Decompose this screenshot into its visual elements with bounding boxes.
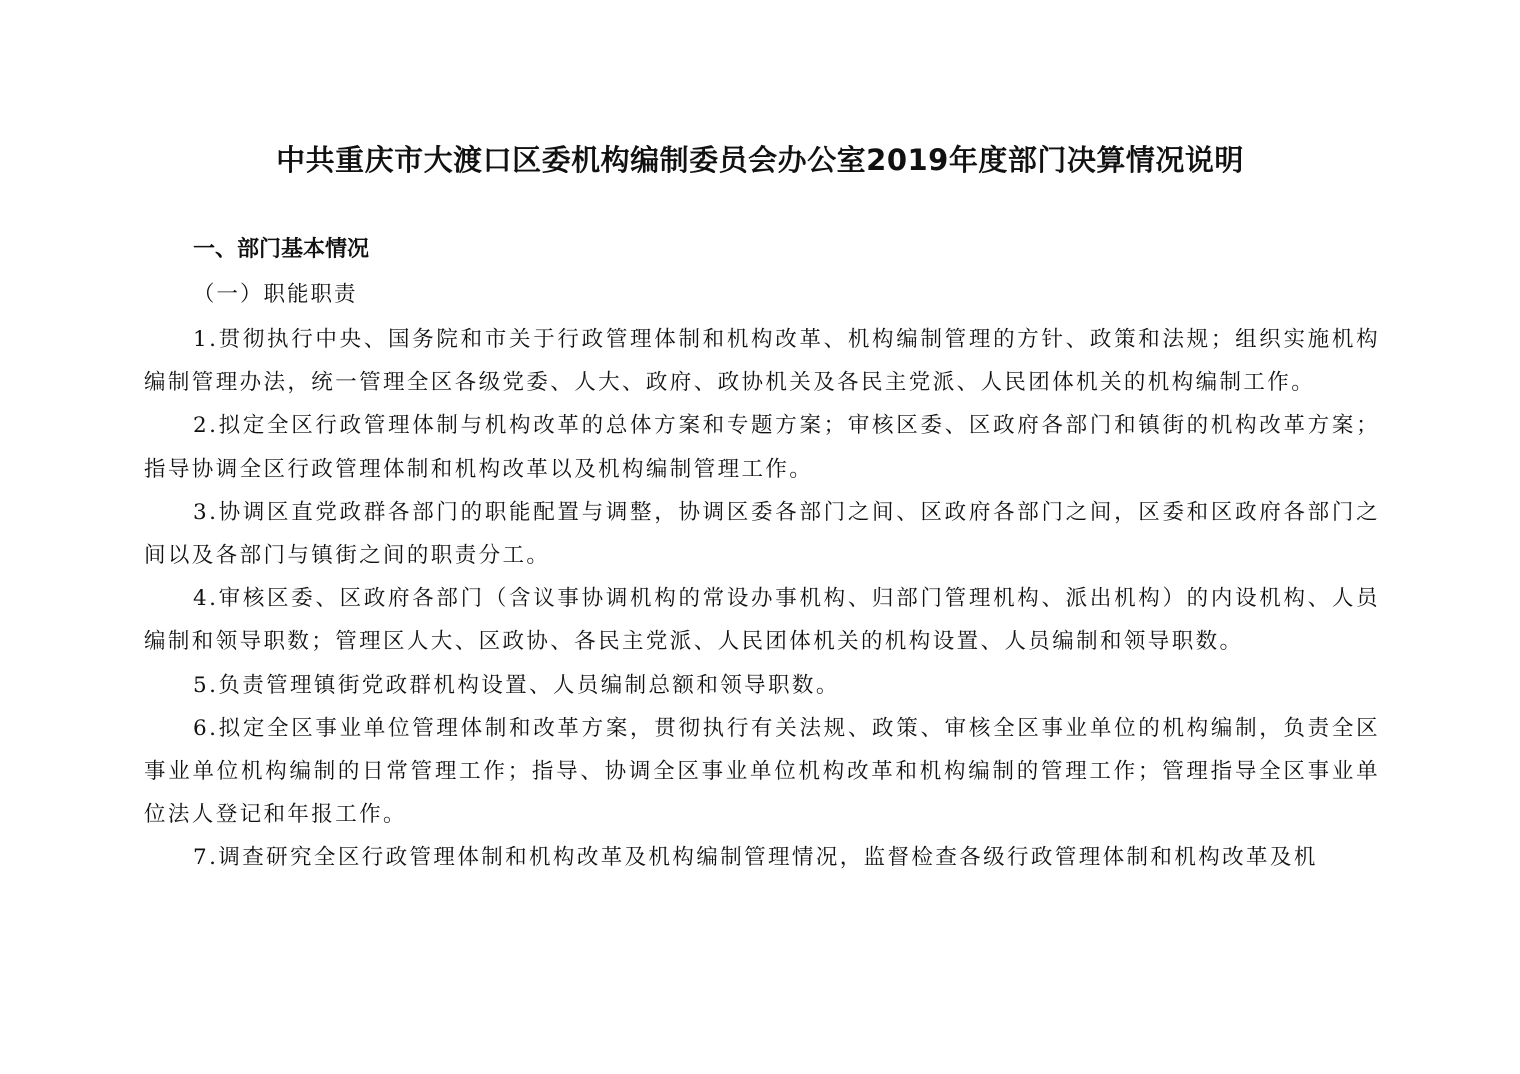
paragraph-2: 2.拟定全区行政管理体制与机构改革的总体方案和专题方案；审核区委、区政府各部门和镇街的机构改革方案；指导协调全区行政管理体制和机构改革以及机构编制管理工作。 [144,413,1380,482]
paragraph-6: 6.拟定全区事业单位管理体制和改革方案，贯彻执行有关法规、政策、审核全区事业单位的机构编制，负责全区事业单位机构编制的日常管理工作；指导、协调全区事业单位机构改革和机构编制的管理工作；管理指导全区事业单位法人登记和年报工作。 [144,715,1380,828]
section-heading: 一、部门基本情况 [193,237,370,262]
paragraph-5: 5.负责管理镇街党政群机构设置、人员编制总额和领导职数。 [193,672,840,698]
paragraph-1: 1.贯彻执行中央、国务院和市关于行政管理体制和机构改革、机构编制管理的方针、政策和法规；组织实施机构编制管理办法，统一管理全区各级党委、人大、政府、政协机关及各民主党派、人民团体机关的机构编制工作。 [144,327,1380,396]
body-text [144,318,1380,880]
paragraph-7: 7.调查研究全区行政管理体制和机构改革及机构编制管理情况，监督检查各级行政管理体制和机构改革及机 [193,845,1318,871]
paragraph-3: 3.协调区直党政群各部门的职能配置与调整，协调区委各部门之间、区政府各部门之间，区委和区政府各部门之间以及各部门与镇街之间的职责分工。 [144,499,1380,569]
paragraph-4: 4.审核区委、区政府各部门（含议事协调机构的常设办事机构、归部门管理机构、派出机构）的内设机构、人员编制和领导职数；管理区人大、区政协、各民主党派、人民团体机关的机构设置、人员编制和领导职数。 [144,586,1380,655]
subsection-heading: （一）职能职责 [193,282,358,307]
document-title: 中共重庆市大渡口区委机构编制委员会办公室2019年度部门决算情况说明 [276,143,1244,177]
